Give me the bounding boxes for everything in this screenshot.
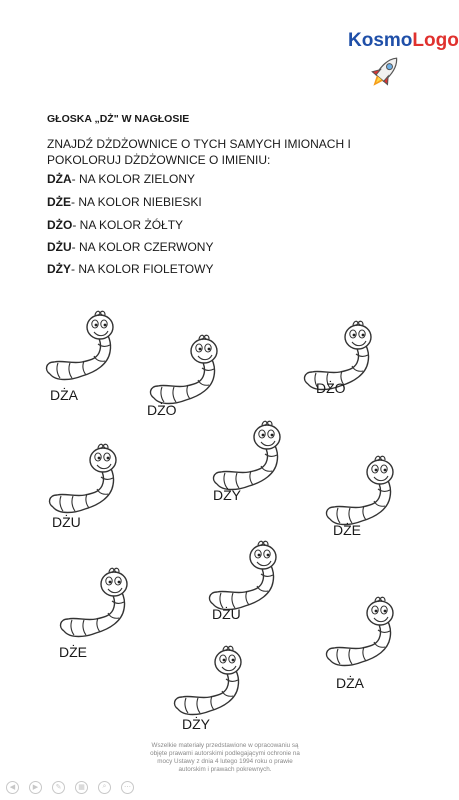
- worm-label-8: DŻE: [59, 644, 87, 660]
- copyright-notice: Wszelkie materiały przedstawione w opracowaniu są objęte prawami autorskimi podlegającymi ochronie na mocy Ustawy z dnia 4 lutego 1994 roku o prawie autorskim i prawach pokrewnych.: [150, 742, 300, 773]
- rule-syllable: DŻE: [47, 195, 71, 209]
- rule-syllable: DŻU: [47, 240, 72, 254]
- rule-text: - NA KOLOR ZIELONY: [71, 172, 196, 186]
- worm-image: [42, 310, 122, 388]
- worm-image: [45, 443, 125, 521]
- more-icon[interactable]: ⋯: [121, 781, 134, 794]
- worm-label-4: DŻY: [213, 487, 241, 503]
- logo-text-right: Logo: [412, 30, 459, 51]
- worksheet-title: GŁOSKA „DŻ" W NAGŁOSIE: [47, 113, 190, 125]
- worm-label-1: DŻA: [50, 387, 78, 403]
- logo-text-left: Kosmo: [348, 30, 413, 51]
- worm-label-2: DŻO: [147, 402, 177, 418]
- worm-image: [146, 334, 226, 412]
- prev-icon[interactable]: ◀: [6, 781, 19, 794]
- kosmologo-logo: [348, 28, 459, 98]
- worm-image: [170, 645, 250, 723]
- worm-label-9: DŻA: [336, 675, 364, 691]
- pen-icon[interactable]: ✎: [52, 781, 65, 794]
- logo-text: [348, 30, 459, 52]
- worm-label-5: DŻU: [52, 514, 81, 530]
- viewer-toolbar: [0, 776, 134, 798]
- rule-dzu: [47, 240, 213, 254]
- rule-dzo: [47, 218, 183, 232]
- worm-label-7: DŻU: [212, 606, 241, 622]
- worksheet-instruction: ZNAJDŹ DŻDŻOWNICE O TYCH SAMYCH IMIONACH I POKOLORUJ DŻDŻOWNICE O IMIENIU:: [47, 137, 351, 167]
- rule-dze: [47, 195, 202, 209]
- rule-syllable: DŻA: [47, 172, 72, 186]
- worm-image: [322, 596, 402, 674]
- worm-label-3: DŻO: [316, 380, 346, 396]
- worm-label-10: DŻY: [182, 716, 210, 732]
- rule-text: - NA KOLOR FIOLETOWY: [71, 262, 214, 276]
- rule-syllable: DŻY: [47, 262, 71, 276]
- rule-dzy: [47, 262, 213, 276]
- slides-icon[interactable]: ▦: [75, 781, 88, 794]
- rule-syllable: DŻO: [47, 218, 73, 232]
- zoom-icon[interactable]: ⌕: [98, 781, 111, 794]
- worm-label-6: DŻE: [333, 522, 361, 538]
- rule-dza: [47, 172, 195, 186]
- rocket-icon: [365, 52, 405, 92]
- rule-text: - NA KOLOR CZERWONY: [71, 240, 214, 254]
- next-icon[interactable]: ▶: [29, 781, 42, 794]
- worm-image: [56, 567, 136, 645]
- rule-text: - NA KOLOR NIEBIESKI: [71, 195, 202, 209]
- rule-text: - NA KOLOR ŻÓŁTY: [72, 218, 184, 232]
